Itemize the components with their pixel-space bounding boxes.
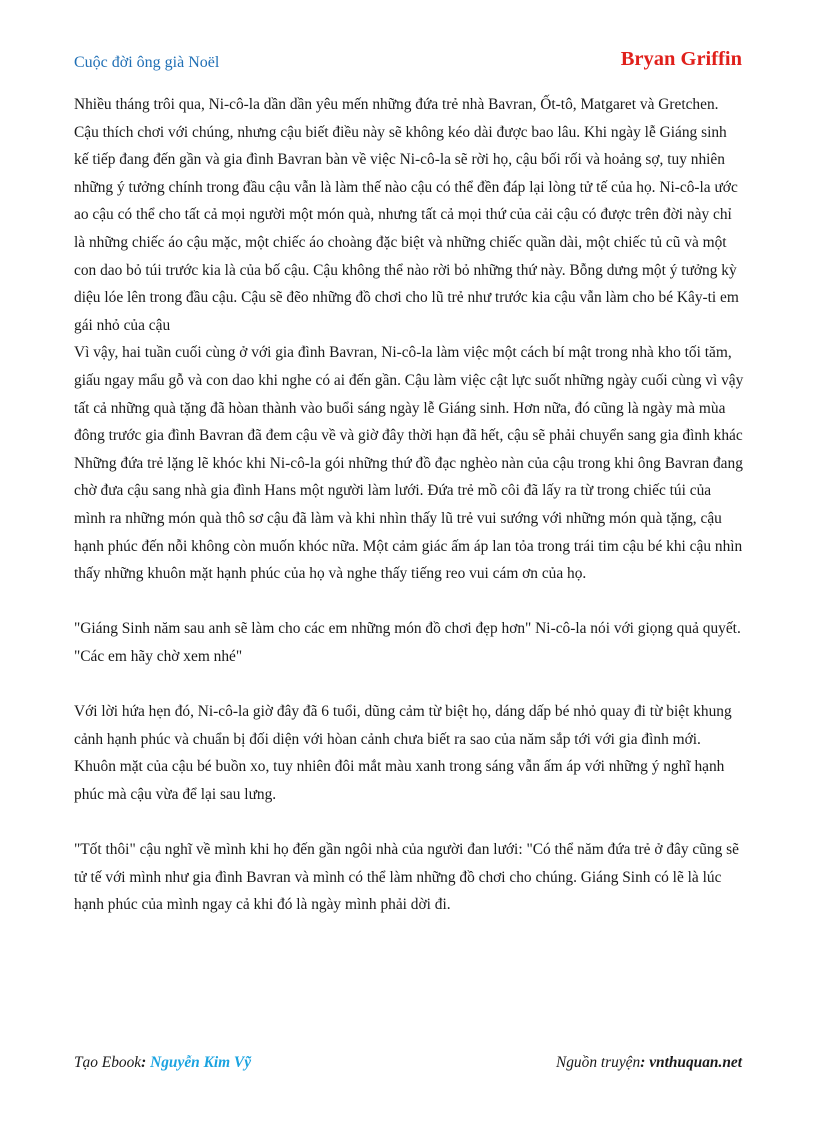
story-source-site: vnthuquan.net xyxy=(649,1054,742,1071)
paragraph-2: Vì vậy, hai tuần cuối cùng ở với gia đình Bavran, Ni-cô-la làm việc một cách bí mật trong nhà kho tối tăm, giấu ngay mẩu gỗ và con dao khi nghe có ai đến gần. Cậu làm việc cật lực suốt những ngày cuối cùng vì vậy tất cả những quà tặng đã hòan thành vào buổi sáng ngày lễ Giáng sinh. Hơn nữa, đó cũng là ngày mà mùa đông trước gia đình Bavran đã đem cậu về và giờ đây thời hạn đã hết, cậu sẽ phải chuyển sang gia đình khác xyxy=(74,344,744,445)
book-title: Cuộc đời ông già Noël xyxy=(74,54,220,71)
ebook-creator-separator: : xyxy=(141,1054,147,1071)
story-source xyxy=(556,1054,742,1072)
story-source-separator: : xyxy=(640,1054,646,1071)
paragraph-3: Những đứa trẻ lặng lẽ khóc khi Ni-cô-la gói những thứ đồ đạc nghèo nàn của cậu trong khi ông Bavran đang chờ đưa cậu sang nhà gia đình Hans một người làm lưới. Đứa trẻ mồ côi đã lấy ra từ trong chiếc túi của mình ra những món quà thô sơ cậu đã làm và khi nhìn thấy lũ trẻ vui sướng với những món quà tặng, cậu hạnh phúc đến nỗi không còn muốn khóc nữa. Một cảm giác ấm áp lan tỏa trong trái tim cậu bé khi cậu nhìn thấy những khuôn mặt hạnh phúc của họ và nghe thấy tiếng reo vui cám ơn của họ. xyxy=(74,454,743,583)
ebook-creator xyxy=(74,1054,251,1072)
paragraph-4: "Giáng Sinh năm sau anh sẽ làm cho các em những món đồ chơi đẹp hơn" Ni-cô-la nói với giọng quả quyết. "Các em hãy chờ xem nhé" xyxy=(74,620,741,665)
page-footer xyxy=(74,1054,742,1078)
author-name: Bryan Griffin xyxy=(620,48,742,70)
paragraph-5: Với lời hứa hẹn đó, Ni-cô-la giờ đây đã 6 tuổi, dũng cảm từ biệt họ, dáng dấp bé nhỏ quay đi từ biệt khung cảnh hạnh phúc và chuẩn bị đối diện với hòan cảnh chưa biết ra sao của năm sắp tới với gia đình mới. Khuôn mặt của cậu bé buồn xo, tuy nhiên đôi mắt màu xanh trong sáng vẫn ấm áp với những ý nghĩ hạnh phúc mà cậu vừa để lại sau lưng. xyxy=(74,703,732,803)
page-body xyxy=(74,91,744,919)
paragraph-1: Nhiều tháng trôi qua, Ni-cô-la dần dần yêu mến những đứa trẻ nhà Bavran, Ốt-tô, Matgaret và Gretchen. Cậu thích chơi với chúng, nhưng cậu biết điều này sẽ không kéo dài được bao lâu. Khi ngày lễ Giáng sinh kế tiếp đang đến gần và gia đình Bavran bàn về việc Ni-cô-la sẽ rời họ, cậu bối rối và hoảng sợ, tuy nhiên những ý tưởng chính trong đầu cậu vẫn là làm thế nào cậu có thể đền đáp lại lòng tử tế của họ. Ni-cô-la ước ao cậu có thể cho tất cả mọi người một món quà, nhưng tất cả mọi thứ của cải cậu có được trên đời này chỉ là những chiếc áo cậu mặc, một chiếc áo choàng đặc biệt và những chiếc quần dài, một chiếc tủ cũ và một con dao bỏ túi trước kia là của bố cậu. Cậu không thể nào rời bỏ những thứ này. Bỗng dưng một ý tưởng kỳ diệu lóe lên trong đầu cậu. Cậu sẽ đẽo những đồ chơi cho lũ trẻ như trước kia cậu vẫn làm cho bé Kây-ti em gái nhỏ của cậu xyxy=(74,96,739,334)
ebook-creator-label: Tạo Ebook xyxy=(74,1054,142,1071)
paragraph-6: "Tốt thôi" cậu nghĩ về mình khi họ đến gần ngôi nhà của người đan lưới: "Có thể năm đứa trẻ ở đây cũng sẽ tử tế với mình như gia đình Bavran và mình có thể làm những đồ chơi cho chúng. Giáng Sinh có lẽ là lúc hạnh phúc của mình ngay cả khi đó là ngày mình phải dời đi. xyxy=(74,841,739,914)
ebook-creator-name: Nguyễn Kim Vỹ xyxy=(150,1054,252,1071)
page-header xyxy=(74,48,742,78)
story-source-label: Nguồn truyện xyxy=(555,1054,641,1071)
